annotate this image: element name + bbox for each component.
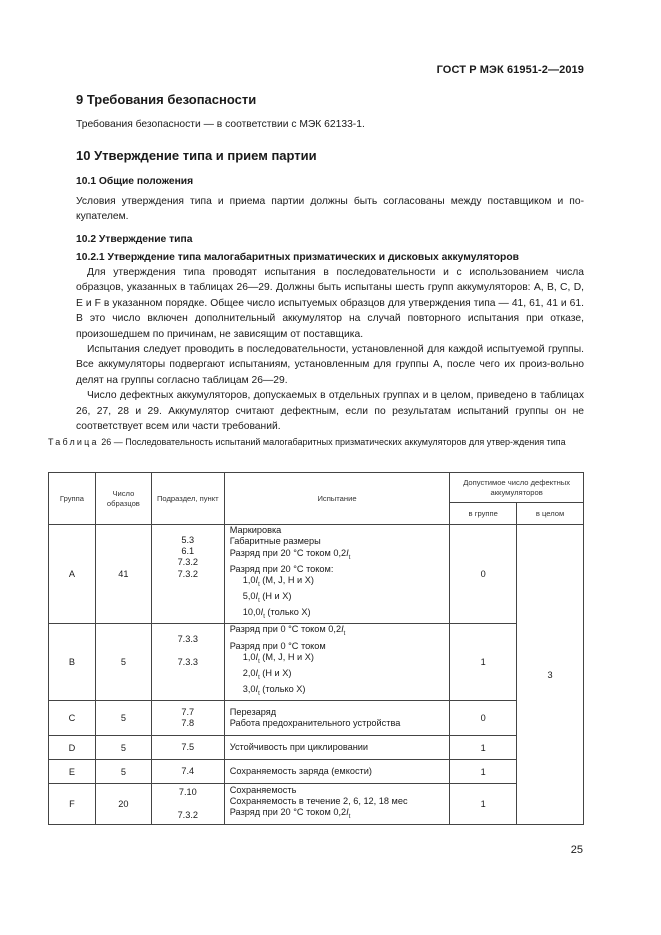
cell-clauses: [151, 784, 224, 825]
cell-group: E: [49, 760, 96, 784]
table-row: [49, 736, 584, 760]
test-line: [230, 652, 450, 668]
paragraph-1: Для утверждения типа проводят испытания в последовательности и с использованием числа образцов, указанных в таблицах 26—29. Должны быть испытаны шесть групп аккумуляторов: A, B, C, D, E и F в указанном порядке. Общее число испытуемых образцов для утверждения типа — 41, 61, 41 и 61. В это число включен дополнительный аккумулятор на случай повторного испытания при отказе, произошедшем по причинам, не зависящим от поставщика.: [76, 267, 584, 340]
test-sequence-table: [48, 472, 584, 825]
clause-line: 7.3.2: [177, 809, 198, 820]
test-line: [230, 707, 450, 718]
current-symbol: I: [255, 575, 259, 586]
current-subscript: t: [258, 690, 260, 697]
cell-samples: 5: [95, 736, 151, 760]
current-symbol: I: [260, 607, 264, 618]
cell-group: C: [49, 701, 96, 736]
cell-clauses: [151, 736, 224, 760]
current-subscript: t: [258, 581, 260, 588]
cell-group: F: [49, 784, 96, 825]
cell-group: A: [49, 525, 96, 624]
clause-line: 7.3.3: [177, 656, 198, 667]
test-text: 1,0: [242, 651, 256, 662]
test-text: Перезаряд: [229, 706, 277, 717]
cell-samples: 5: [95, 760, 151, 784]
test-line: [230, 668, 450, 684]
test-text: Габаритные размеры: [229, 536, 321, 547]
current-subscript: t: [263, 614, 265, 621]
test-line: [230, 607, 450, 623]
section-10-1-title: 10.1 Общие положения: [76, 176, 194, 187]
current-symbol: I: [341, 624, 344, 635]
clause-line: [152, 668, 224, 679]
test-text: Разряд при 0 °С током 0,2: [229, 624, 342, 635]
test-text: Сохраняемость заряда (емкости): [229, 766, 372, 777]
table-row: [49, 525, 584, 624]
clause-line: [152, 679, 224, 690]
test-text: Работа предохранительного устройства: [229, 718, 401, 729]
current-symbol: I: [346, 807, 349, 818]
test-line: [230, 564, 450, 575]
test-text: 5,0: [242, 591, 256, 602]
cell-samples: 5: [95, 701, 151, 736]
header-group: Группа: [49, 473, 96, 525]
clause-line: 6.1: [181, 545, 195, 556]
test-text: 3,0: [242, 684, 256, 695]
test-suffix: (только X): [259, 684, 306, 695]
page-number: 25: [570, 844, 583, 856]
cell-in-group: 0: [450, 525, 517, 624]
test-suffix: (H и X): [259, 591, 292, 602]
clause-line: 7.7: [181, 706, 195, 717]
test-text: 1,0: [242, 575, 256, 586]
clause-line: 5.3: [181, 534, 195, 545]
cell-tests: [224, 736, 450, 760]
table-caption-label: Таблица: [48, 437, 99, 447]
cell-tests: [224, 624, 450, 701]
current-subscript: t: [343, 631, 346, 638]
test-line: [230, 742, 450, 753]
current-symbol: I: [255, 667, 259, 678]
test-line: [230, 525, 450, 536]
cell-tests: [224, 760, 450, 784]
cell-total: 3: [517, 525, 584, 825]
header-test: Испытание: [224, 473, 450, 525]
cell-in-group: 1: [450, 760, 517, 784]
cell-tests: [224, 701, 450, 736]
test-text: Сохраняемость: [229, 784, 297, 795]
cell-in-group: 1: [450, 784, 517, 825]
table-row: [49, 701, 584, 736]
section-10-1-text: Условия утверждения типа и приема партии должны быть согласованы между поставщиком и по-купателем.: [76, 196, 584, 223]
clause-line: 7.4: [181, 766, 195, 777]
header-clause: Подраздел, пункт: [151, 473, 224, 525]
clause-line: [152, 580, 224, 591]
test-text: Разряд при 0 °С током: [229, 640, 326, 651]
test-line: [230, 641, 450, 652]
cell-group: D: [49, 736, 96, 760]
test-line: [230, 548, 450, 564]
cell-clauses: [151, 624, 224, 701]
test-suffix: (M, J, H и X): [259, 651, 314, 662]
section-9-text: Требования безопасности — в соответствии с МЭК 62133-1.: [76, 119, 365, 130]
document-header: ГОСТ Р МЭК 61951-2—2019: [436, 64, 584, 76]
test-text: Сохраняемость в течение 2, 6, 12, 18 мес: [229, 796, 408, 807]
test-line: [230, 796, 450, 807]
section-10-2-1-body: [76, 265, 584, 434]
table-row: [49, 624, 584, 701]
table-caption-text: 26 — Последовательность испытаний малогабаритных призматических аккумуляторов для утвер-ждения типа: [101, 437, 566, 447]
cell-clauses: [151, 701, 224, 736]
clause-line: [152, 602, 224, 613]
clause-line: 7.8: [181, 718, 195, 729]
current-subscript: t: [258, 674, 260, 681]
header-samples: Число образцов: [95, 473, 151, 525]
test-text: 10,0: [242, 607, 261, 618]
cell-samples: 41: [95, 525, 151, 624]
table-caption: [48, 436, 586, 448]
test-text: Разряд при 20 °С током 0,2: [229, 807, 347, 818]
clause-line: 7.3.3: [177, 634, 198, 645]
clause-line: 7.3.2: [177, 557, 198, 568]
cell-samples: 20: [95, 784, 151, 825]
cell-in-group: 1: [450, 624, 517, 701]
test-suffix: (M, J, H и X): [259, 575, 314, 586]
test-suffix: (только X): [264, 607, 311, 618]
current-symbol: I: [255, 684, 259, 695]
test-line: [230, 807, 450, 823]
test-text: Маркировка: [229, 525, 282, 535]
test-text: 2,0: [242, 667, 256, 678]
section-10-2-1-title: 10.2.1 Утверждение типа малогабаритных призматических и дисковых аккумуляторов: [76, 252, 519, 263]
header-in-group: в группе: [450, 503, 517, 525]
current-symbol: I: [255, 591, 259, 602]
cell-in-group: 1: [450, 736, 517, 760]
section-10-2-title: 10.2 Утверждение типа: [76, 234, 193, 245]
test-line: [230, 591, 450, 607]
clause-line: [152, 645, 224, 656]
clause-line: [152, 799, 224, 810]
cell-tests: [224, 784, 450, 825]
header-allowed-defects: Допустимое число дефектных аккумуляторов: [450, 473, 584, 503]
section-10-title: 10 Утверждение типа и прием партии: [76, 148, 317, 163]
current-subscript: t: [348, 814, 351, 821]
test-line: [230, 766, 450, 777]
current-subscript: t: [348, 554, 351, 561]
clause-line: 7.10: [178, 787, 197, 798]
header-total: в целом: [517, 503, 584, 525]
clause-line: 7.5: [181, 742, 195, 753]
cell-group: B: [49, 624, 96, 701]
current-symbol: I: [255, 651, 259, 662]
cell-clauses: [151, 525, 224, 624]
test-text: Разряд при 20 °С током:: [229, 563, 334, 574]
clause-line: 7.3.2: [177, 568, 198, 579]
cell-samples: 5: [95, 624, 151, 701]
test-line: [230, 536, 450, 547]
test-line: [230, 785, 450, 796]
test-line: [230, 575, 450, 591]
test-text: Разряд при 20 °С током 0,2: [229, 547, 347, 558]
cell-tests: [224, 525, 450, 624]
current-subscript: t: [258, 658, 260, 665]
cell-clauses: [151, 760, 224, 784]
test-line: [230, 684, 450, 700]
test-line: [230, 718, 450, 729]
test-line: [230, 624, 450, 640]
current-subscript: t: [258, 597, 260, 604]
paragraph-2: Испытания следует проводить в последовательности, установленной для каждой испытуемой группы. Все аккумуляторы подвергают испытаниям, установленным для группы A, после чего их произ-вольно делят на группы согласно таблицам 26—29.: [76, 344, 584, 386]
section-9-title: 9 Требования безопасности: [76, 92, 257, 107]
paragraph-3: Число дефектных аккумуляторов, допускаемых в отдельных группах и в целом, приведено в таблицах 26, 27, 28 и 29. Аккумулятор считают дефектным, если по результатам испытаний группы он не соответствует всем или части требований.: [76, 390, 584, 433]
table-row: [49, 760, 584, 784]
cell-in-group: 0: [450, 701, 517, 736]
test-text: Устойчивость при циклировании: [229, 742, 369, 753]
table-row: [49, 784, 584, 825]
test-suffix: (H и X): [259, 667, 292, 678]
clause-line: [152, 591, 224, 602]
current-symbol: I: [346, 547, 349, 558]
